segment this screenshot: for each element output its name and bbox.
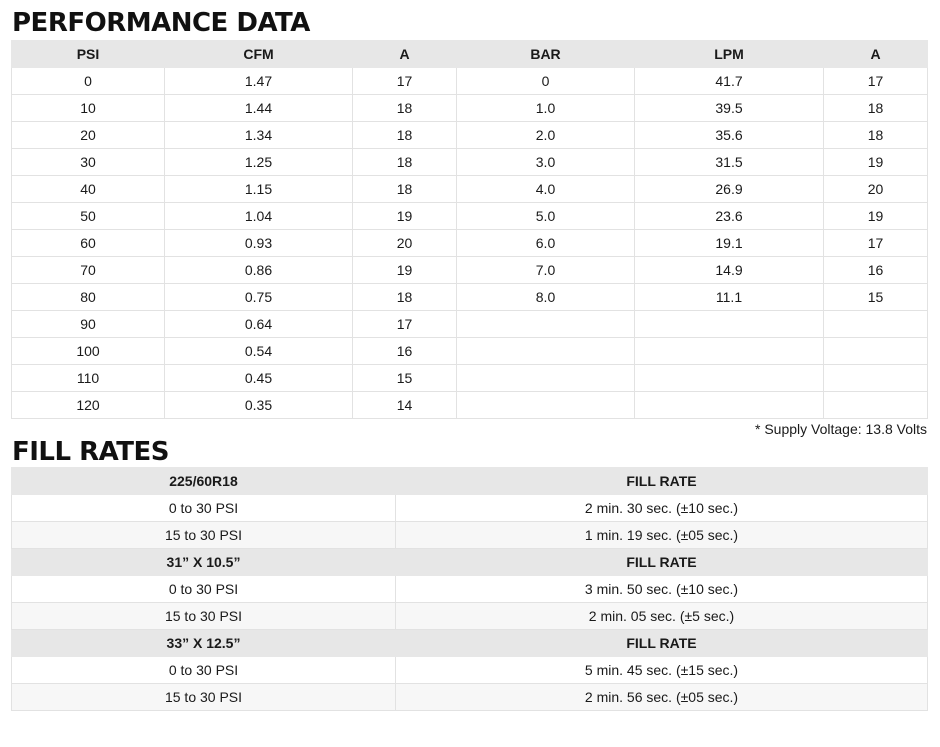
cell-lpm: 26.9: [635, 176, 824, 203]
pressure-range-cell: 15 to 30 PSI: [12, 522, 396, 549]
cell-bar: 4.0: [457, 176, 635, 203]
cell-bar: [457, 365, 635, 392]
tire-size-header-row: [12, 630, 928, 657]
header-cfm: CFM: [165, 41, 353, 68]
supply-voltage-note: * Supply Voltage: 13.8 Volts: [754, 421, 927, 437]
tire-size-label: 225/60R18: [12, 468, 396, 495]
fill-rate-label: FILL RATE: [396, 549, 928, 576]
cell-amps-metric: [824, 392, 928, 419]
cell-bar: 8.0: [457, 284, 635, 311]
table-row: [12, 203, 928, 230]
pressure-range-cell: 0 to 30 PSI: [12, 657, 396, 684]
cell-lpm: 23.6: [635, 203, 824, 230]
cell-psi: 30: [12, 149, 165, 176]
table-row: [12, 576, 928, 603]
cell-psi: 0: [12, 68, 165, 95]
performance-header-row: [12, 41, 928, 68]
cell-bar: 6.0: [457, 230, 635, 257]
table-row: [12, 495, 928, 522]
cell-amps-imperial: 15: [353, 365, 457, 392]
cell-lpm: [635, 392, 824, 419]
cell-psi: 70: [12, 257, 165, 284]
cell-psi: 120: [12, 392, 165, 419]
cell-cfm: 0.54: [165, 338, 353, 365]
cell-amps-imperial: 18: [353, 284, 457, 311]
fill-time-cell: 2 min. 56 sec. (±05 sec.): [396, 684, 928, 711]
cell-bar: 7.0: [457, 257, 635, 284]
table-row: [12, 284, 928, 311]
cell-amps-metric: 19: [824, 203, 928, 230]
cell-amps-metric: 15: [824, 284, 928, 311]
table-row: [12, 684, 928, 711]
cell-amps-imperial: 19: [353, 257, 457, 284]
cell-lpm: 39.5: [635, 95, 824, 122]
cell-amps-metric: [824, 311, 928, 338]
cell-amps-metric: 18: [824, 122, 928, 149]
cell-amps-metric: [824, 365, 928, 392]
cell-bar: 3.0: [457, 149, 635, 176]
cell-bar: [457, 338, 635, 365]
cell-cfm: 1.15: [165, 176, 353, 203]
table-row: [12, 522, 928, 549]
table-row: [12, 392, 928, 419]
table-row: [12, 122, 928, 149]
cell-lpm: 14.9: [635, 257, 824, 284]
header-amps-metric: A: [824, 41, 928, 68]
cell-psi: 40: [12, 176, 165, 203]
cell-lpm: [635, 311, 824, 338]
cell-amps-imperial: 19: [353, 203, 457, 230]
cell-bar: 5.0: [457, 203, 635, 230]
fill-time-cell: 1 min. 19 sec. (±05 sec.): [396, 522, 928, 549]
table-row: [12, 149, 928, 176]
cell-bar: 2.0: [457, 122, 635, 149]
cell-amps-imperial: 17: [353, 68, 457, 95]
header-bar: BAR: [457, 41, 635, 68]
table-row: [12, 95, 928, 122]
cell-amps-imperial: 18: [353, 122, 457, 149]
tire-size-header-row: [12, 468, 928, 495]
cell-amps-metric: [824, 338, 928, 365]
fill-time-cell: 3 min. 50 sec. (±10 sec.): [396, 576, 928, 603]
cell-cfm: 1.04: [165, 203, 353, 230]
tire-size-label: 31” X 10.5”: [12, 549, 396, 576]
performance-title: PERFORMANCE DATA: [12, 8, 310, 38]
cell-cfm: 0.75: [165, 284, 353, 311]
cell-lpm: 41.7: [635, 68, 824, 95]
fill-rate-label: FILL RATE: [396, 468, 928, 495]
cell-amps-metric: 17: [824, 230, 928, 257]
cell-amps-imperial: 18: [353, 149, 457, 176]
pressure-range-cell: 15 to 30 PSI: [12, 684, 396, 711]
cell-amps-metric: 17: [824, 68, 928, 95]
cell-amps-imperial: 18: [353, 95, 457, 122]
cell-amps-imperial: 14: [353, 392, 457, 419]
performance-table: [11, 40, 928, 419]
header-amps-imperial: A: [353, 41, 457, 68]
cell-bar: 0: [457, 68, 635, 95]
fill-time-cell: 5 min. 45 sec. (±15 sec.): [396, 657, 928, 684]
table-row: [12, 176, 928, 203]
cell-lpm: 11.1: [635, 284, 824, 311]
cell-cfm: 1.47: [165, 68, 353, 95]
cell-psi: 10: [12, 95, 165, 122]
cell-psi: 100: [12, 338, 165, 365]
cell-amps-imperial: 17: [353, 311, 457, 338]
header-lpm: LPM: [635, 41, 824, 68]
cell-lpm: 31.5: [635, 149, 824, 176]
cell-amps-metric: 18: [824, 95, 928, 122]
table-row: [12, 603, 928, 630]
fill-rates-table: [11, 467, 928, 711]
table-row: [12, 365, 928, 392]
fill-time-cell: 2 min. 30 sec. (±10 sec.): [396, 495, 928, 522]
cell-psi: 50: [12, 203, 165, 230]
cell-psi: 20: [12, 122, 165, 149]
table-row: [12, 657, 928, 684]
cell-cfm: 0.93: [165, 230, 353, 257]
header-psi: PSI: [12, 41, 165, 68]
cell-lpm: 35.6: [635, 122, 824, 149]
cell-psi: 110: [12, 365, 165, 392]
cell-cfm: 0.64: [165, 311, 353, 338]
cell-lpm: [635, 365, 824, 392]
tire-size-label: 33” X 12.5”: [12, 630, 396, 657]
table-row: [12, 257, 928, 284]
cell-amps-metric: 19: [824, 149, 928, 176]
cell-lpm: [635, 338, 824, 365]
cell-psi: 60: [12, 230, 165, 257]
cell-psi: 80: [12, 284, 165, 311]
cell-amps-imperial: 18: [353, 176, 457, 203]
table-row: [12, 68, 928, 95]
cell-cfm: 1.34: [165, 122, 353, 149]
fill-rate-label: FILL RATE: [396, 630, 928, 657]
table-row: [12, 311, 928, 338]
table-row: [12, 338, 928, 365]
fill-time-cell: 2 min. 05 sec. (±5 sec.): [396, 603, 928, 630]
pressure-range-cell: 15 to 30 PSI: [12, 603, 396, 630]
cell-bar: 1.0: [457, 95, 635, 122]
cell-amps-imperial: 20: [353, 230, 457, 257]
tire-size-header-row: [12, 549, 928, 576]
cell-lpm: 19.1: [635, 230, 824, 257]
pressure-range-cell: 0 to 30 PSI: [12, 495, 396, 522]
cell-cfm: 1.25: [165, 149, 353, 176]
cell-cfm: 0.86: [165, 257, 353, 284]
cell-cfm: 0.45: [165, 365, 353, 392]
cell-bar: [457, 392, 635, 419]
table-row: [12, 230, 928, 257]
cell-cfm: 1.44: [165, 95, 353, 122]
cell-amps-metric: 20: [824, 176, 928, 203]
pressure-range-cell: 0 to 30 PSI: [12, 576, 396, 603]
cell-cfm: 0.35: [165, 392, 353, 419]
cell-amps-metric: 16: [824, 257, 928, 284]
cell-amps-imperial: 16: [353, 338, 457, 365]
cell-bar: [457, 311, 635, 338]
cell-psi: 90: [12, 311, 165, 338]
fill-rates-title: FILL RATES: [12, 437, 169, 467]
